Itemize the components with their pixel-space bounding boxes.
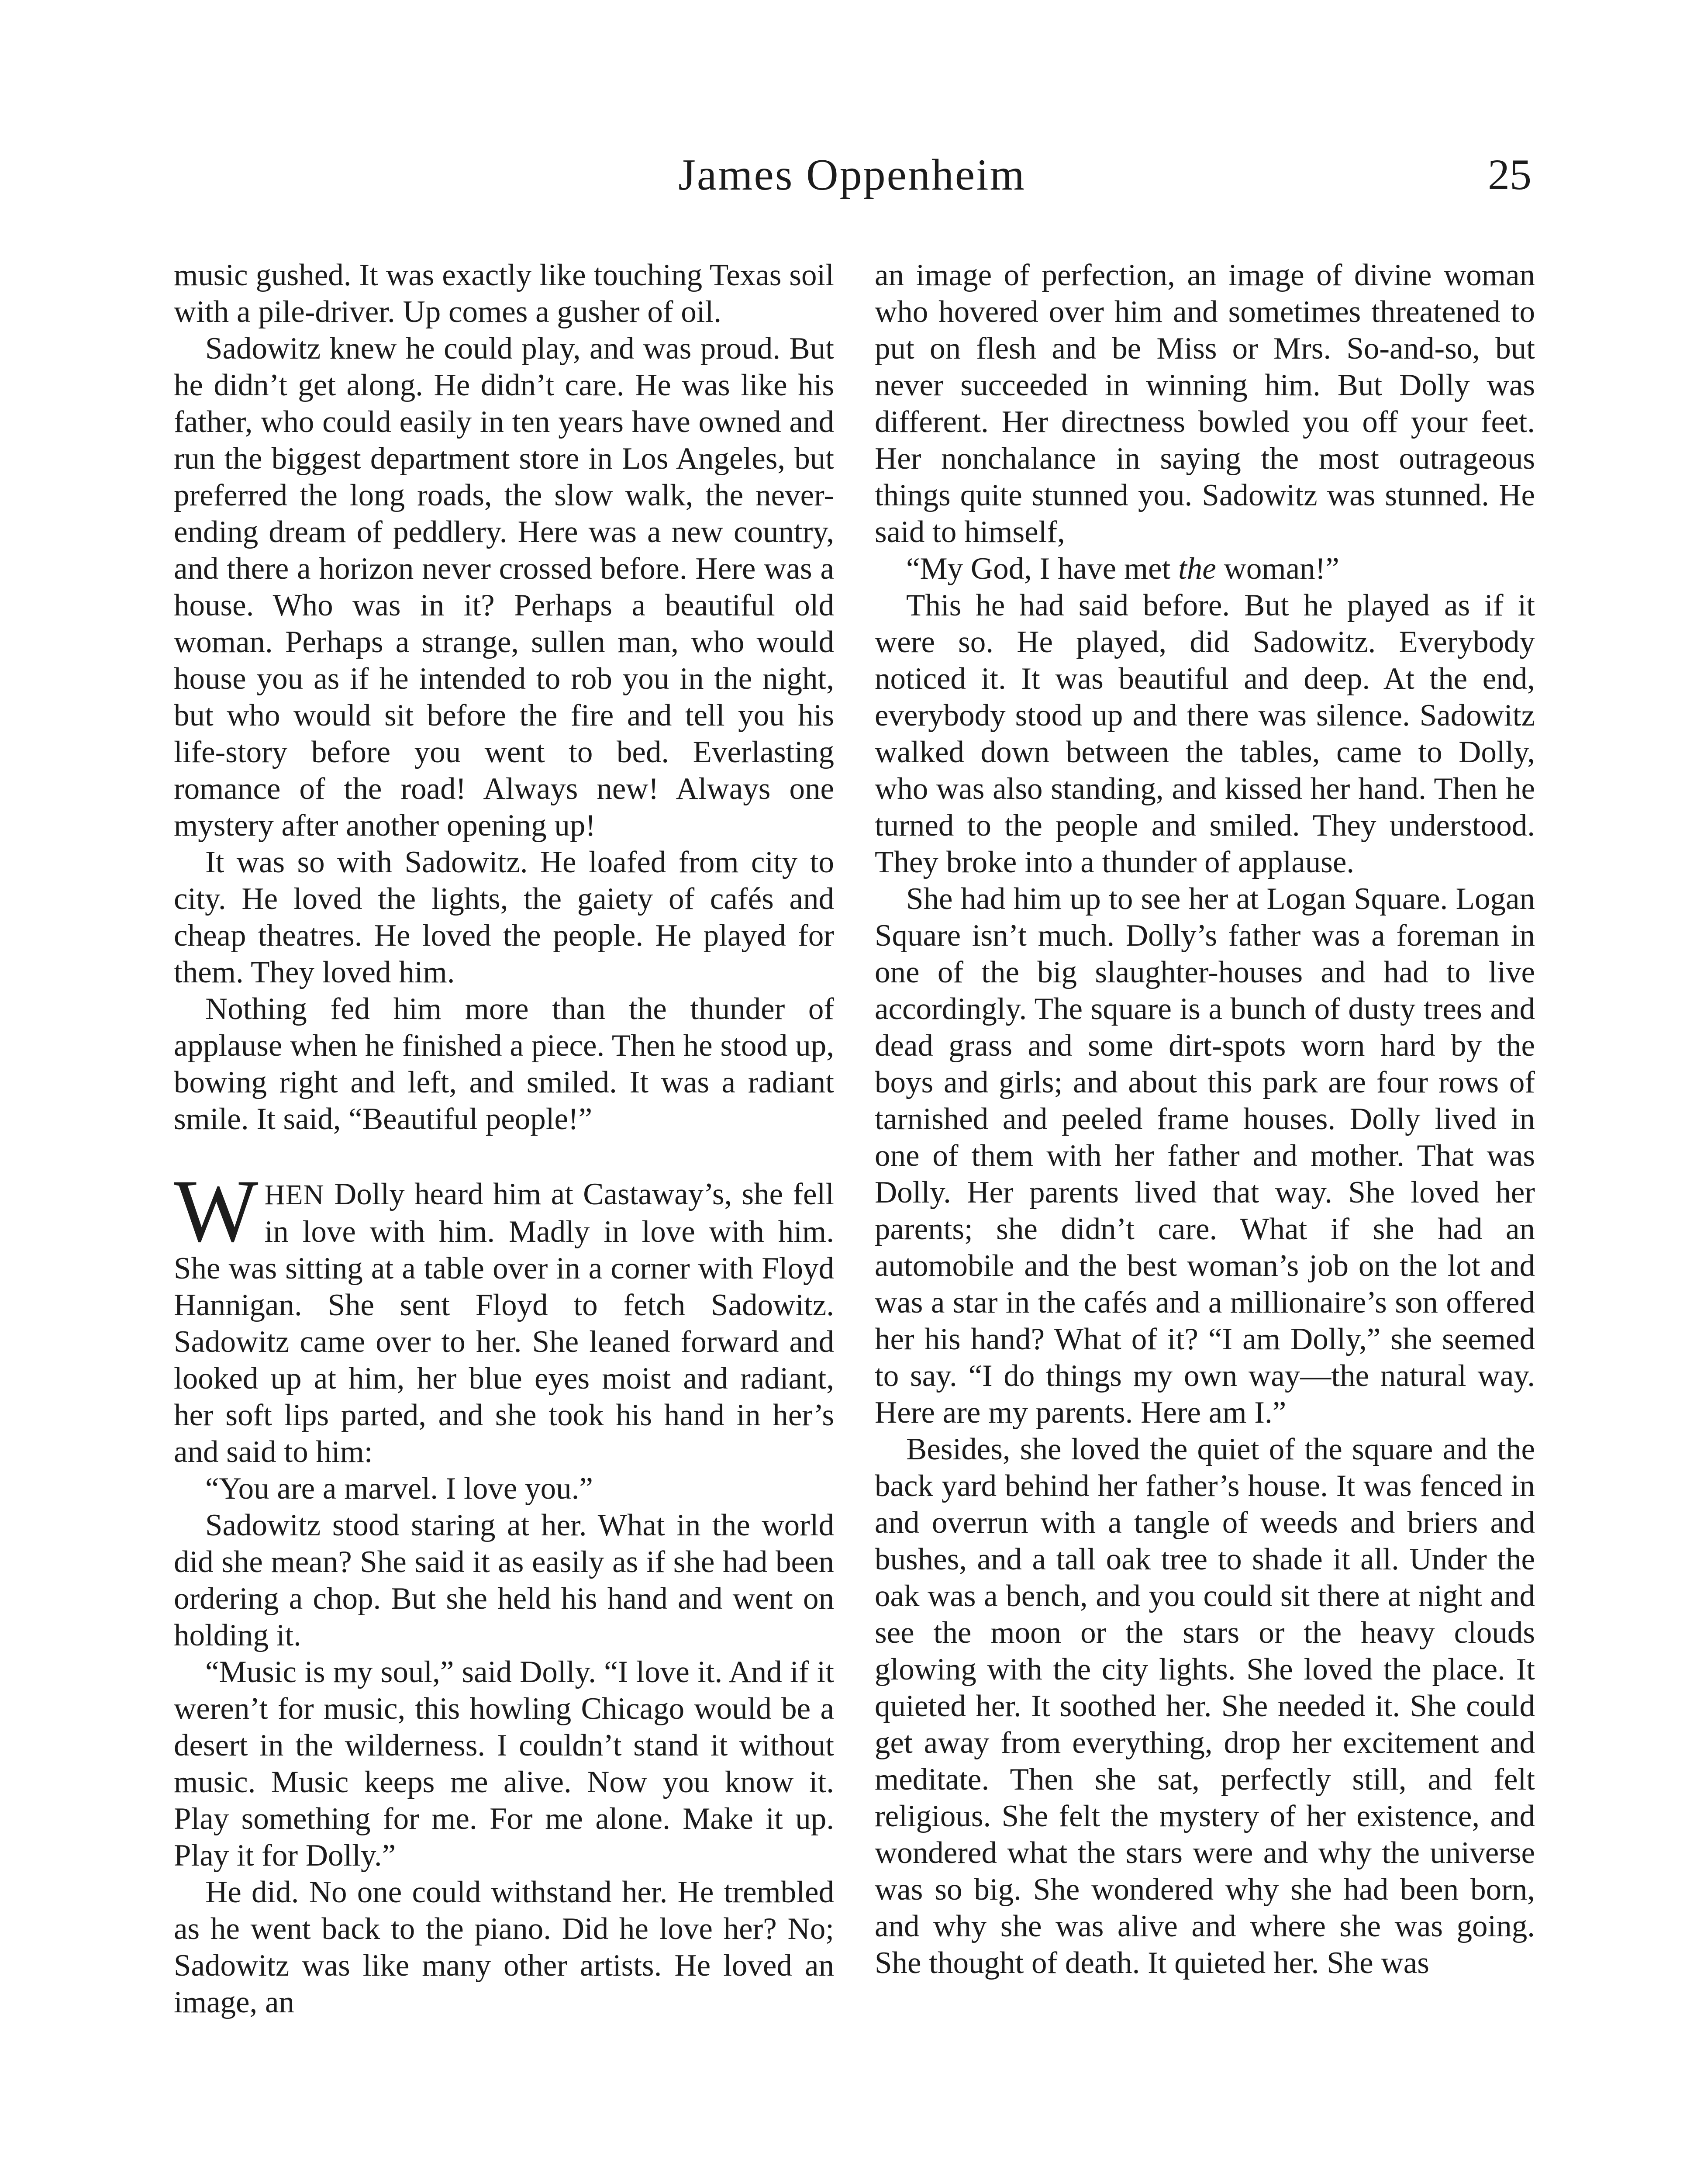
drop-cap-paragraph bbox=[174, 1161, 834, 1470]
italic-word: the bbox=[1178, 552, 1216, 586]
paragraph: She had him up to see her at Logan Square. Logan Square isn’t much. Dolly’s father was a foreman in one of the big slaughter-houses and had to live accordingly. The square is a bunch of dusty trees and dead grass and some dirt-spots worn hard by the boys and girls; and about this park are four rows of tarnished and peeled frame houses. Dolly lived in one of them with her father and mother. That was Dolly. Her parents lived that way. She loved her parents; she didn’t care. What if she had an automobile and the best woman’s job on the lot and was a star in the cafés and a millionaire’s son offered her his hand? What of it? “I am Dolly,” she seemed to say. “I do things my own way—the natural way. Here are my parents. Here am I.” bbox=[875, 882, 1535, 1430]
quote-text: woman!” bbox=[1216, 552, 1339, 586]
paragraph: He did. No one could withstand her. He trembled as he went back to the piano. Did he love her? No; Sadowitz was like many other artists. He loved an image, an bbox=[174, 1875, 834, 2019]
paragraph: Sadowitz stood staring at her. What in the world did she mean? She said it as easily as if she had been ordering a chop. But she held his hand and went on holding it. bbox=[174, 1508, 834, 1652]
quote-text: “My God, I have met bbox=[906, 552, 1179, 586]
paragraph: an image of perfection, an image of divine woman who hovered over him and sometimes threatened to put on flesh and be Miss or Mrs. So-and-so, but never succeeded in winning him. But Dolly was different. Her directness bowled you off your feet. Her nonchalance in saying the most outrageous things quite stunned you. Sadowitz was stunned. He said to himself, bbox=[875, 258, 1535, 549]
paragraph bbox=[875, 550, 1535, 587]
paragraph: music gushed. It was exactly like touching Texas soil with a pile-driver. Up comes a gusher of oil. bbox=[174, 258, 834, 329]
paragraph: “You are a marvel. I love you.” bbox=[205, 1472, 593, 1506]
drop-cap: W bbox=[174, 1161, 259, 1261]
section-break bbox=[174, 1137, 834, 1176]
paragraph: It was so with Sadowitz. He loafed from city to city. He loved the lights, the gaiety of cafés and cheap theatres. He loved the people. He played for them. They loved him. bbox=[174, 845, 834, 989]
page-number: 25 bbox=[1488, 150, 1532, 199]
right-column bbox=[875, 257, 1535, 1981]
left-column bbox=[174, 257, 834, 2021]
running-head-title: James Oppenheim bbox=[678, 150, 1026, 200]
paragraph: “Music is my soul,” said Dolly. “I love it. And if it weren’t for music, this howling Chicago would be a desert in the wilderness. I couldn’t stand it without music. Music keeps me alive. Now you know it. Play something for me. For me alone. Make it up. Play it for Dolly.” bbox=[174, 1655, 834, 1873]
paragraph: Besides, she loved the quiet of the square and the back yard behind her father’s house. It was fenced in and overrun with a tangle of weeds and briers and bushes, and a tall oak tree to shade it all. Under the oak was a bench, and you could sit there at night and see the moon or the stars or the heavy clouds glowing with the city lights. She loved the place. It quieted her. It soothed her. She needed it. She could get away from everything, drop her excitement and meditate. Then she sat, perfectly still, and felt religious. She felt the mystery of her existence, and wondered what the stars were and why the universe was so big. She wondered why she had been born, and why she was alive and where she was going. She thought of death. It quieted her. She was bbox=[875, 1432, 1535, 1980]
paragraph: Sadowitz knew he could play, and was proud. But he didn’t get along. He didn’t care. He was like his father, who could easily in ten years have owned and run the biggest department store in Los Angeles, but preferred the long roads, the slow walk, the never-ending dream of peddlery. Here was a new country, and there a horizon never crossed before. Here was a house. Who was in it? Perhaps a beautiful old woman. Perhaps a strange, sullen man, who would house you as if he intended to rob you in the night, but who would sit before the fire and tell you his life-story before you went to bed. Everlasting romance of the road! Always new! Always one mystery after another opening up! bbox=[174, 332, 834, 843]
paragraph-text: Dolly heard him at Castaway’s, she fell in love with him. Madly in love with him. She was sitting at a table over in a corner with Floyd Hannigan. She sent Floyd to fetch Sadowitz. Sadowitz came over to her. She leaned forward and looked up at him, her blue eyes moist and radiant, her soft lips parted, and she took his hand in her’s and said to him: bbox=[174, 1177, 834, 1469]
drop-cap-lead-in: HEN bbox=[264, 1179, 324, 1211]
paragraph: Nothing fed him more than the thunder of applause when he finished a piece. Then he stood up, bowing right and left, and smiled. It was a radiant smile. It said, “Beautiful people!” bbox=[174, 992, 834, 1136]
paragraph: This he had said before. But he played as if it were so. He played, did Sadowitz. Everybody noticed it. It was beautiful and deep. At the end, everybody stood up and there was silence. Sadowitz walked down between the tables, came to Dolly, who was also standing, and kissed her hand. Then he turned to the people and smiled. They understood. They broke into a thunder of applause. bbox=[875, 588, 1535, 879]
